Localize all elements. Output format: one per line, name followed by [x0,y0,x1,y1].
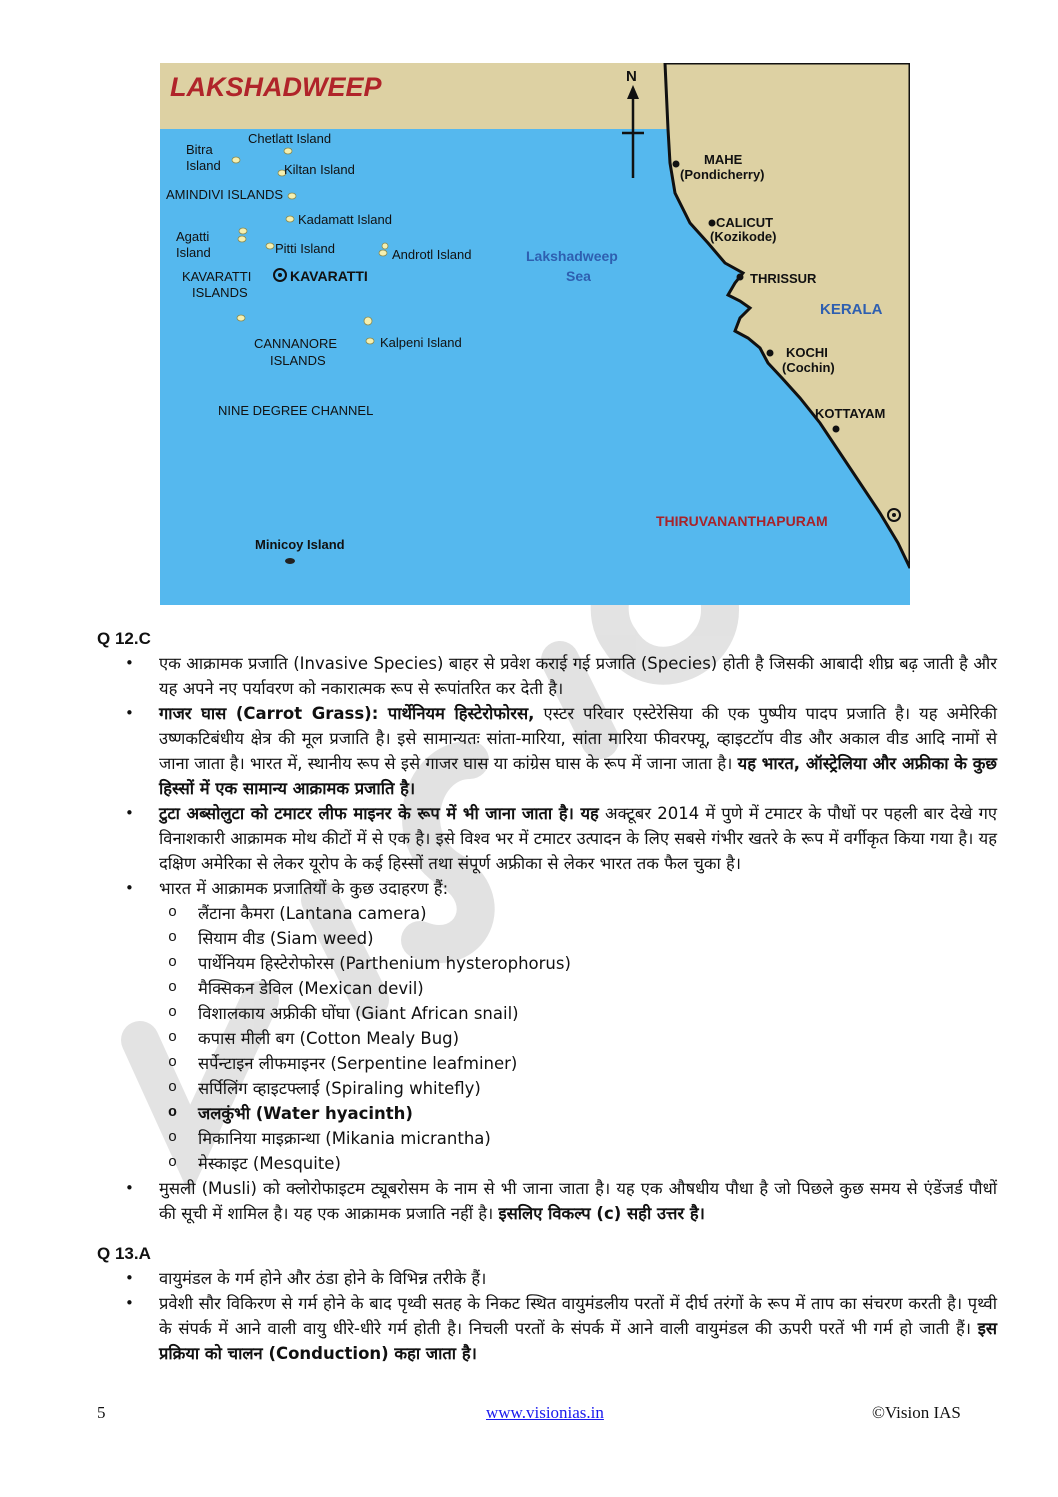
example-item: o मेस्काइट (Mesquite) [97,1151,997,1176]
question-13-heading: Q 13.A [97,1244,151,1263]
label-bitra-1: Bitra [186,142,213,157]
example-item: o सर्पेन्टाइन लीफमाइनर (Serpentine leafminer) [97,1051,997,1076]
example-item: o मिकानिया माइक्रान्था (Mikania micrantha) [97,1126,997,1151]
q12-bullet-2: • गाजर घास (Carrot Grass): पार्थेनियम हिस्टेरोफोरस, एस्टर परिवार एस्टेरेसिया की एक पुष्पीय पादप प्रजाति है। यह अमेरिकी उष्णकटिबंधीय क्षेत्र की मूल प्रजाति है। इसे सामान्यतः सांता-मारिया, सांता मारिया फीवरफ्यू, व्हाइटटॉप वीड और अकाल वीड आदि नामों से जाना जाता है। भारत में, स्थानीय रूप से इसे गाजर घास या कांग्रेस घास के रूप में जाना जाता है। यह भारत, ऑस्ट्रेलिया और अफ्रीका के कुछ हिस्सों में एक सामान्य आक्रामक प्रजाति है। [97,701,997,801]
label-thrissur: THRISSUR [750,271,817,286]
label-calicut-2: (Kozikode) [710,229,777,244]
label-kochi-2: (Cochin) [782,360,835,375]
label-mahe-2: (Pondicherry) [680,167,765,182]
label-cannanore-1: CANNANORE [254,336,338,351]
q13-bullet-2: • प्रवेशी सौर विकिरण से गर्म होने के बाद पृथ्वी सतह के निकट स्थित वायुमंडलीय परतों में दीर्घ तरंगों के रूप में ताप का संचरण करती है। पृथ्वी के संपर्क में आने वाली वायु धीरे-धीरे गर्म होती है। निचली परतों के संपर्क में आने वाली वायुमंडल की ऊपरी परतें भी गर्म हो जाती हैं। इस प्रक्रिया को चालन (Conduction) कहा जाता है। [97,1291,997,1366]
label-pitti: Pitti Island [275,241,335,256]
q12-bullet-4: • भारत में आक्रामक प्रजातियों के कुछ उदाहरण हैं: o लैंटाना कैमरा (Lantana camera) o सियाम वीड (Siam weed) o पार्थेनियम हिस्टेरोफोरस (Parthenium hysterophorus) o मैक्सिकन डेविल (Mexican devil) o विशालकाय अफ्रीकी घोंघा (Giant African snail) o कपास मीली बग (Cotton Mealy Bug) o सर्पेन्टाइन लीफमाइनर (Serpentine leafminer) o सर्पिलिंग व्हाइटफ्लाई (Spiraling whitefly) o जलकुंभी (Water hyacinth) o मिकानिया माइक्रान्था (Mikania micrantha) o मेस्काइट (Mesquite) [97,876,997,1176]
label-chetlat: Chetlatt Island [248,131,332,146]
map-title: LAKSHADWEEP [170,72,382,102]
example-item: o सियाम वीड (Siam weed) [97,926,997,951]
label-kottayam: KOTTAYAM [815,406,886,421]
q12-bullet-1: • एक आक्रामक प्रजाति (Invasive Species) बाहर से प्रवेश कराई गई प्रजाति (Species) होती है जिसकी आबादी शीघ्र बढ़ जाती है और यह अपने नए पर्यावरण को नकारात्मक रूप से रूपांतरित कर देती है। [97,651,997,701]
label-kalpeni: Kalpeni Island [380,335,462,350]
example-item: o मैक्सिकन डेविल (Mexican devil) [97,976,997,1001]
copyright: ©Vision IAS [872,1403,961,1422]
website-link[interactable]: www.visionias.in [486,1403,604,1422]
label-thiruvananthapuram: THIRUVANANTHAPURAM [656,513,828,529]
example-item: o कपास मीली बग (Cotton Mealy Bug) [97,1026,997,1051]
examples-list [97,901,997,1176]
label-kavaratti-group-2: ISLANDS [192,285,248,300]
example-item: o जलकुंभी (Water hyacinth) [97,1101,997,1126]
answer-content [97,626,997,1366]
label-kochi-1: KOCHI [786,345,828,360]
label-calicut-1: CALICUT [716,215,774,230]
label-androth: Androtl Island [392,247,472,262]
label-kerala: KERALA [820,301,883,318]
lakshadweep-map [160,63,910,605]
page-footer [0,1403,1058,1429]
label-sea-2: Sea [566,268,591,284]
example-item: o विशालकाय अफ्रीकी घोंघा (Giant African snail) [97,1001,997,1026]
north-label: N [626,68,637,85]
question-12-heading: Q 12.C [97,629,151,648]
label-agatti-1: Agatti [176,229,210,244]
label-bitra-2: Island [186,158,221,173]
q12-bullet-3: • टुटा अब्सोलुटा को टमाटर लीफ माइनर के रूप में भी जाना जाता है। यह अक्टूबर 2014 में पुणे में टमाटर के पौधों पर पहली बार देखे गए विनाशकारी आक्रामक मोथ कीटों में से एक है। इसे विश्व भर में टमाटर उत्पादन के लिए सबसे गंभीर खतरे के रूप में वर्गीकृत किया गया है। यह दक्षिण अमेरिका से लेकर यूरोप के कई हिस्सों तथा संपूर्ण अफ्रीका से लेकर भारत तक फैल चुका है। [97,801,997,876]
label-kavaratti: KAVARATTI [290,268,368,284]
q13-bullets [97,1266,997,1366]
label-sea-1: Lakshadweep [526,248,618,264]
example-item: o सर्पिलिंग व्हाइटफ्लाई (Spiraling whitefly) [97,1076,997,1101]
example-item: o पार्थेनियम हिस्टेरोफोरस (Parthenium hysterophorus) [97,951,997,976]
q12-bullet-5: • मुसली (Musli) को क्लोरोफाइटम ट्यूबरोसम के नाम से भी जाना जाता है। यह एक औषधीय पौधा है जो पिछले कुछ समय से एंडेंजर्ड पौधों की सूची में शामिल है। यह एक आक्रामक प्रजाति नहीं है। इसलिए विकल्प (c) सही उत्तर है। [97,1176,997,1226]
label-kiltan: Kiltan Island [284,162,355,177]
label-agatti-2: Island [176,245,211,260]
label-minicoy: Minicoy Island [255,537,345,552]
minicoy-marker [285,558,295,564]
page-number: 5 [97,1403,106,1422]
example-item: o लैंटाना कैमरा (Lantana camera) [97,901,997,926]
label-kavaratti-group-1: KAVARATTI [182,269,252,284]
label-cannanore-2: ISLANDS [270,353,326,368]
label-kadamatt: Kadamatt Island [298,212,392,227]
q13-bullet-1: • वायुमंडल के गर्म होने और ठंडा होने के विभिन्न तरीके हैं। [97,1266,997,1291]
label-amindivi: AMINDIVI ISLANDS [166,187,284,202]
label-mahe-1: MAHE [704,152,743,167]
label-channel: NINE DEGREE CHANNEL [218,403,374,418]
q12-bullets [97,651,997,1226]
